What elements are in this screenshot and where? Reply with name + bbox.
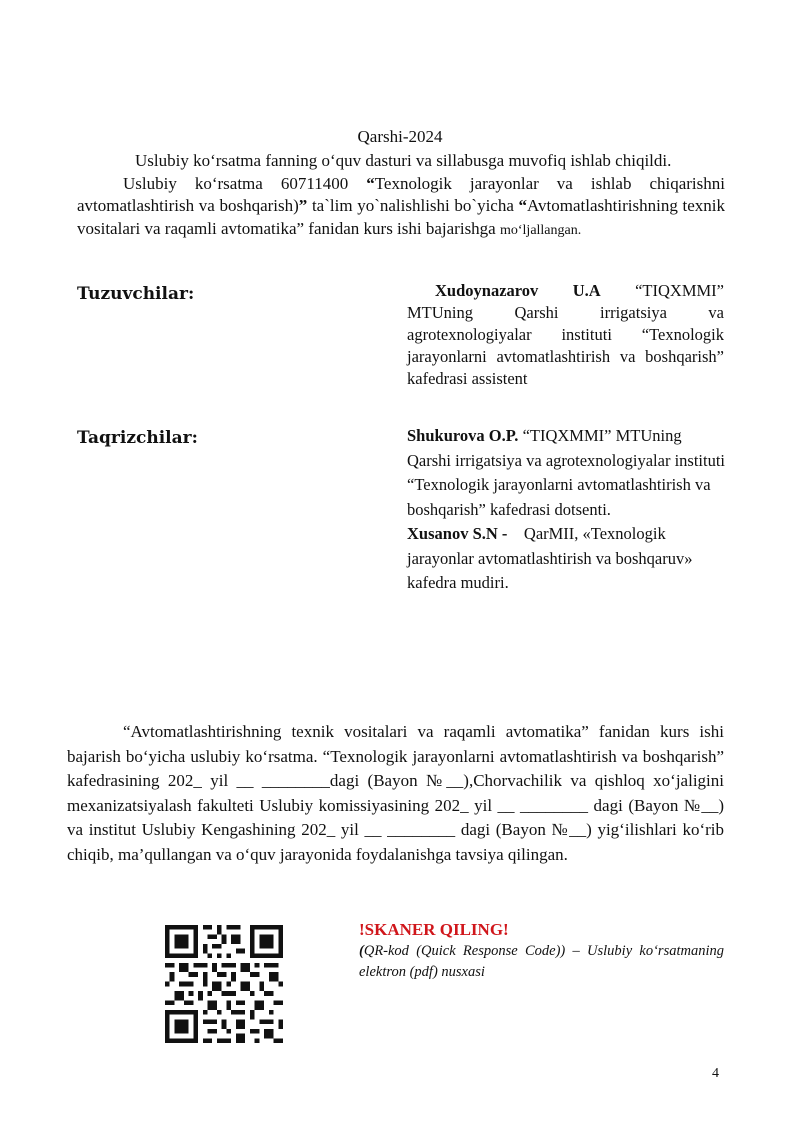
authors-heading: Tuzuvchilar: [77, 284, 195, 304]
reviewer-entry [407, 522, 727, 596]
scan-description-text: QR-kod (Quick Response Code)) – Uslubiy ko‘rsatmaning elektron (pdf) nusxasi [359, 943, 724, 980]
intro-quote-mark: “ [518, 196, 528, 215]
approval-paragraph: “Avtomatlashtirishning texnik vositalari va raqamli avtomatika” fanidan kurs ishi bajarish bo‘yicha uslubiy ko‘rsatma. “Texnologik jarayonlarni avtomatlashtirish va boshqarish” kafedrasining 202_ yil __ ________dagi (Bayon №__),Chorvachilik va qishloq xo‘jaligini mexanizatsiyalash fakulteti Uslubiy komissiyasining 202_ yil __ ________ dagi (Bayon №__) va institut Uslubiy Kengashining 202_ yil __ ________ dagi (Bayon №__) yig‘ilishlari ko‘rib chiqib, ma’qullangan va o‘quv jarayonida foydalanishga tavsiya qilingan. [67, 722, 724, 864]
author-entry [407, 280, 724, 390]
scan-description [359, 941, 724, 983]
author-affiliation: “TIQXMMI” MTUning Qarshi irrigatsiya va agrotexnologiyalar instituti “Texnologik jarayonlarni avtomatlashtirish va boshqarish” kafedrasi assistent [407, 281, 724, 388]
scan-paren: ( [359, 943, 364, 959]
author-block [407, 280, 724, 390]
city-year: Qarshi-2024 [357, 127, 443, 146]
page-number: 4 [712, 1066, 719, 1081]
intro-text-run: mo‘ljallangan. [499, 222, 582, 238]
reviewers-block [407, 424, 727, 596]
reviewer-name: Xusanov S.N - [407, 524, 508, 543]
scan-title: !SKANER QILING! [359, 920, 509, 939]
intro-text-run: Avtomatlashtirishning texnik vositalari va raqamli avtomatika” fanidan kurs ishi bajarishga [77, 196, 725, 238]
intro-quote-mark: “ [366, 173, 375, 193]
intro-text-run: ta`lim yo`nalishlishi bo`yicha [307, 196, 519, 215]
intro-quote-mark: ” [298, 196, 308, 215]
intro-text [77, 150, 725, 242]
author-name: Xudoynazarov U.A [435, 281, 601, 300]
intro-paragraph-1: Uslubiy ko‘rsatma fanning o‘quv dasturi va sillabusga muvofiq ishlab chiqildi. [135, 151, 672, 170]
reviewer-entry [407, 424, 727, 522]
reviewer-affiliation: “TIQXMMI” MTUning Qarshi irrigatsiya va agrotexnologiyalar instituti “Texnologik jarayonlarni avtomatlashtirish va boshqarish” kafedrasi dotsenti. [407, 426, 726, 519]
intro-text-run: Texnologik jarayonlar va ishlab chiqarishni avtomatlashtirish va boshqarish) [77, 173, 725, 215]
intro-paragraph-2 [77, 173, 725, 243]
intro-text-run: Uslubiy ko‘rsatma 60711400 [123, 173, 367, 193]
qr-code [165, 925, 283, 1043]
reviewers-heading: Taqrizchilar: [77, 428, 198, 448]
reviewer-name: Shukurova O.P. [407, 426, 519, 445]
reviewer-affiliation: QarMII, «Texnologik jarayonlar avtomatlashtirish va boshqaruv» kafedra mudiri. [407, 524, 697, 592]
